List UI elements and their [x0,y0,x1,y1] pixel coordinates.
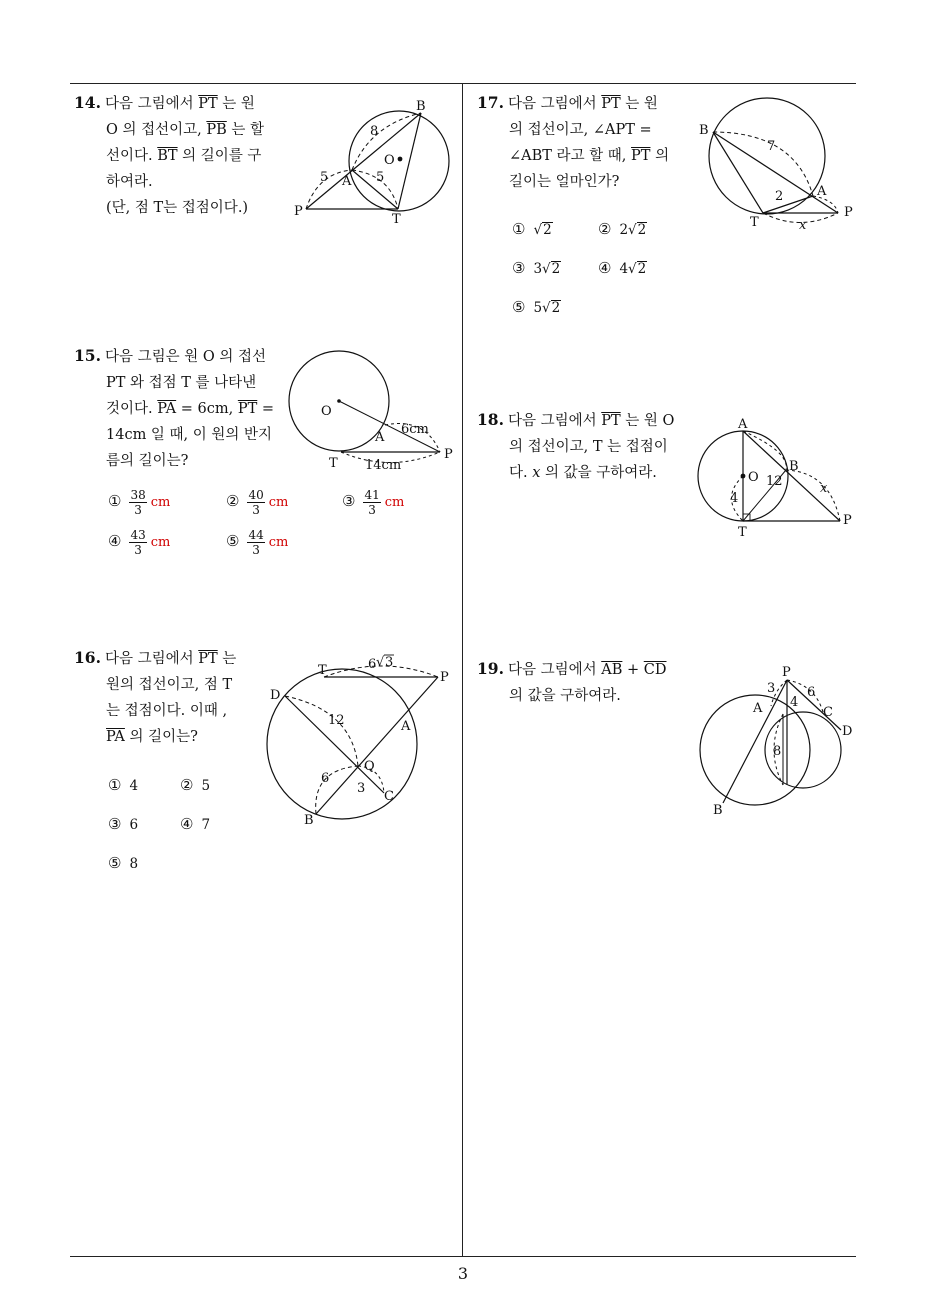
figure-17 [695,92,865,237]
choice-3[interactable]: ③ $\frac{41}{3}$ cm [342,488,405,517]
problem-number: 17. [477,93,504,112]
point-label-C: C [823,705,833,720]
length-label: 14cm [365,458,402,473]
choice-3[interactable]: ③ 3√2 [512,259,561,277]
point-label-B: B [416,99,426,114]
choice-5[interactable]: ⑤ 5√2 [512,298,561,316]
choice-1[interactable]: ① $\frac{38}{3}$ cm [108,488,171,517]
point-label-O: O [321,404,332,419]
point-label-A: A [753,701,763,716]
problem-number: 18. [477,410,504,429]
point-label-P: P [444,447,453,462]
point-label-B: B [699,123,709,138]
point-label-P: P [782,665,791,680]
choice-2[interactable]: ② 5 [180,776,211,794]
length-label: 2 [775,189,784,204]
choice-1[interactable]: ① √2 [512,220,552,238]
bottom-rule [70,1256,856,1257]
problem-19: 19. 다음 그림에서 $\overline{AB} + \overline{CD}$ 의 값을 구하여라. [477,659,667,704]
length-label: 7 [767,139,776,154]
point-label-P: P [844,205,853,220]
problem-number: 14. [74,93,101,112]
problem-number: 19. [477,659,504,678]
choice-5[interactable]: ⑤ $\frac{44}{3}$ cm [226,528,289,557]
point-label-T: T [329,456,338,471]
length-label: 6 [807,685,816,700]
point-label-Q: Q [364,759,375,774]
figure-16 [262,650,462,830]
point-label-P: P [440,670,449,685]
point-label-A: A [375,430,385,445]
choice-4[interactable]: ④ $\frac{43}{3}$ cm [108,528,171,557]
point-label-P: P [294,204,303,219]
length-radicand: 3 [385,655,394,670]
point-label-O: O [748,470,759,485]
problem-number: 15. [74,346,101,365]
point-label-P: P [843,513,852,528]
point-label-A: A [342,174,352,189]
point-label-T: T [318,663,327,678]
length-coef: 6 [368,657,377,672]
length-label: 8 [773,744,782,759]
point-label-B: B [713,803,723,818]
figure-15 [315,345,465,475]
length-label: x [799,218,807,233]
page-number: 3 [457,1264,469,1283]
length-label: 5 [320,170,329,185]
point-label-A: A [401,719,411,734]
length-label: 5 [376,170,385,185]
point-label-B: B [789,459,799,474]
choice-2[interactable]: ② $\frac{40}{3}$ cm [226,488,289,517]
length-sqrt: √ [376,655,385,670]
point-label-T: T [750,215,759,230]
top-rule [70,83,856,84]
length-label: 6 [321,771,330,786]
length-label: x [820,481,828,496]
length-label: 12 [766,474,783,489]
choice-4[interactable]: ④ 7 [180,815,211,833]
choice-2[interactable]: ② 2√2 [598,220,647,238]
point-label-T: T [392,212,401,227]
point-label-C: C [384,789,394,804]
choice-1[interactable]: ① 4 [108,776,139,794]
problem-14: 14. 다음 그림에서 $\overline{PT}$ 는 원 O 의 접선이고, $\overline{PB}$ 는 할 선이다. $\overline{BT}$ 의 길이를 구 하여라. (단, 점 T는 접점이다.) [74,93,265,216]
choice-5[interactable]: ⑤ 8 [108,854,139,872]
figure-19 [685,660,865,820]
problem-number: 16. [74,648,101,667]
point-label-O: O [384,153,395,168]
length-label: 4 [790,695,799,710]
length-label: 12 [328,713,345,728]
problem-18: 18. 다음 그림에서 $\overline{PT}$ 는 원 O 의 접선이고, T 는 접점이 다. x 의 값을 구하여라. [477,410,675,481]
choice-4[interactable]: ④ 4√2 [598,259,647,277]
choice-3[interactable]: ③ 6 [108,815,139,833]
length-label: 4 [730,491,739,506]
problem-16: 16. 다음 그림에서 $\overline{PT}$ 는 원의 접선이고, 점 T 는 접점이다. 이때 , $\overline{PA}$ 의 길이는? [74,648,237,745]
point-label-D: D [270,688,281,703]
column-divider [462,84,463,1256]
problem-15: 15. 다음 그림은 원 O 의 접선 PT 와 접점 T 를 나타낸 것이다. $\overline{PA} = 6cm$, $\overline{PT}$ = 14cm 일 때, 이 원의 반지 름의 길이는? [74,346,275,469]
point-label-A: A [738,417,748,432]
length-label: 6cm [401,422,429,437]
point-label-D: D [842,724,853,739]
length-label: 3 [767,681,776,696]
figure-14 [290,95,460,230]
length-label: 8 [370,124,379,139]
length-label: 3 [357,781,366,796]
point-label-A: A [817,184,827,199]
problem-17: 17. 다음 그림에서 $\overline{PT}$ 는 원 의 접선이고, ∠APT = ∠ABT 라고 할 때, $\overline{PT}$ 의 길이는 얼마인가? [477,93,670,190]
point-label-T: T [738,525,747,540]
figure-18 [690,412,860,544]
point-label-B: B [304,813,314,828]
